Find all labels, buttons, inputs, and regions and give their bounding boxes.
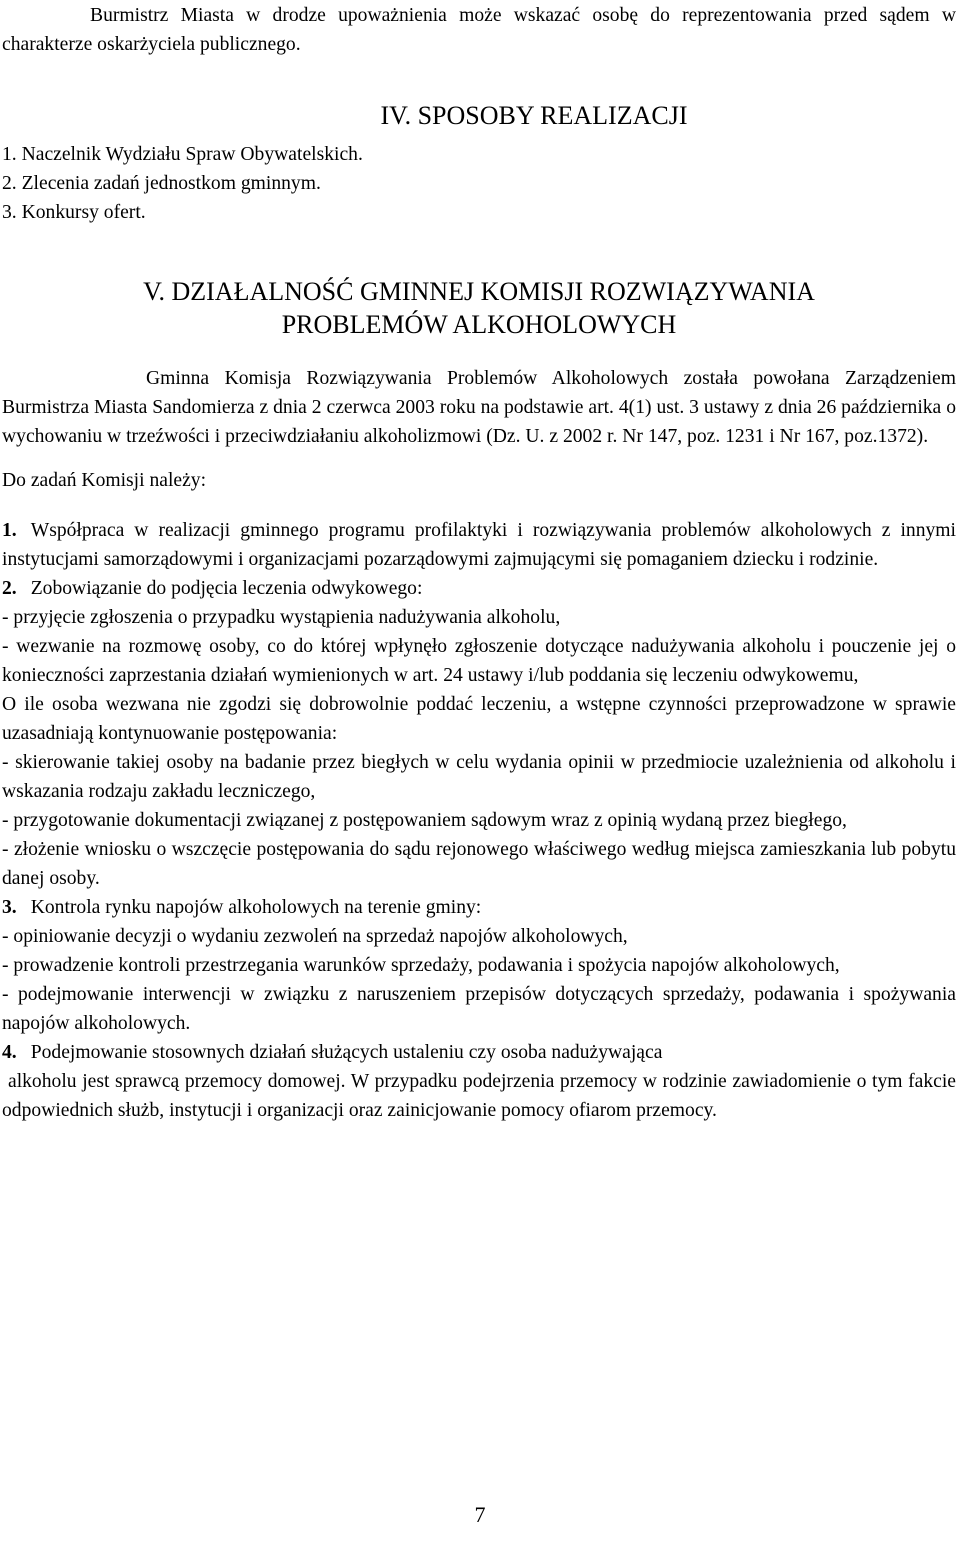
page-number: 7 xyxy=(474,1502,486,1527)
task-3-line: - podejmowanie interwencji w związku z naruszeniem przepisów dotyczących sprzedaży, podawania i spożywania napojów alkoholowych. xyxy=(2,984,956,1034)
task-3-number: 3. xyxy=(2,897,17,918)
task-2-line: - przyjęcie zgłoszenia o przypadku wystąpienia nadużywania alkoholu, xyxy=(2,607,561,628)
tasks-label: Do zadań Komisji należy: xyxy=(2,470,207,491)
task-3-line: - prowadzenie kontroli przestrzegania warunków sprzedaży, podawania i spożycia napojów alkoholowych, xyxy=(2,955,840,976)
task-2-line: O ile osoba wezwana nie zgodzi się dobrowolnie poddać leczeniu, a wstępne czynności przeprowadzone w sprawie uzasadniają kontynuowanie postępowania: xyxy=(2,694,956,744)
list-item: 2. Zlecenia zadań jednostkom gminnym. xyxy=(2,173,321,194)
task-2-line: - przygotowanie dokumentacji związanej z postępowaniem sądowym wraz z opinią wydaną przez biegłego, xyxy=(2,810,847,831)
task-4-continuation: alkoholu jest sprawcą przemocy domowej. W przypadku podejrzenia przemocy w rodzinie zawiadomienie o tym fakcie odpowiednich służb, instytucji i organizacji oraz zainicjowanie pomocy ofiarom przemocy. xyxy=(2,1071,956,1121)
task-3 xyxy=(2,893,956,922)
task-4-number: 4. xyxy=(2,1042,17,1063)
task-1-text: Współpraca w realizacji gminnego programu profilaktyki i rozwiązywania problemów alkoholowych z innymi instytucjami samorządowymi i organizacjami pozarządowymi zajmującymi się pomaganiem dziecku i rodzinie. xyxy=(2,520,956,570)
task-2-number: 2. xyxy=(2,578,17,599)
section-4-list xyxy=(2,140,956,227)
task-3-line: - opiniowanie decyzji o wydaniu zezwoleń na sprzedaż napojów alkoholowych, xyxy=(2,926,628,947)
task-2-text: Zobowiązanie do podjęcia leczenia odwykowego: xyxy=(30,578,423,599)
section-4-title: IV. SPOSOBY REALIZACJI xyxy=(380,101,688,130)
task-1-number: 1. xyxy=(2,520,17,541)
task-4 xyxy=(2,1038,956,1067)
task-2 xyxy=(2,574,956,603)
list-item: 3. Konkursy ofert. xyxy=(2,202,146,223)
list-item: 1. Naczelnik Wydziału Spraw Obywatelskich. xyxy=(2,144,363,165)
section-5-intro: Gminna Komisja Rozwiązywania Problemów Alkoholowych została powołana Zarządzeniem Burmistrza Miasta Sandomierza z dnia 2 czerwca 2003 roku na podstawie art. 4(1) ust. 3 ustawy z dnia 26 października o wychowaniu w trzeźwości i przeciwdziałaniu alkoholizmowi (Dz. U. z 2002 r. Nr 147, poz. 1231 i Nr 167, poz.1372). xyxy=(2,368,956,447)
section-5-title-line-1: V. DZIAŁALNOŚĆ GMINNEJ KOMISJI ROZWIĄZYWANIA xyxy=(143,277,815,306)
task-3-text: Kontrola rynku napojów alkoholowych na terenie gminy: xyxy=(30,897,482,918)
task-2-line: - złożenie wniosku o wszczęcie postępowania do sądu rejonowego właściwego według miejsca zamieszkania lub pobytu danej osoby. xyxy=(2,839,956,889)
task-2-line: - skierowanie takiej osoby na badanie przez biegłych w celu wydania opinii w przedmiocie uzależnienia od alkoholu i wskazania rodzaju zakładu leczniczego, xyxy=(2,752,956,802)
task-2-line: - wezwanie na rozmowę osoby, co do której wpłynęło zgłoszenie dotyczące nadużywania alkoholu i pouczenie jej o konieczności zaprzestania działań wymienionych w art. 24 ustawy i/lub poddania się leczeniu odwykowemu, xyxy=(2,636,956,686)
task-1 xyxy=(2,516,956,574)
intro-paragraph: Burmistrz Miasta w drodze upoważnienia może wskazać osobę do reprezentowania przed sądem w charakterze oskarżyciela publicznego. xyxy=(2,5,956,55)
task-4-text: Podejmowanie stosownych działań służących ustaleniu czy osoba nadużywająca xyxy=(30,1042,663,1063)
document-page xyxy=(2,0,956,1125)
section-5-title-line-2: PROBLEMÓW ALKOHOLOWYCH xyxy=(281,310,677,339)
